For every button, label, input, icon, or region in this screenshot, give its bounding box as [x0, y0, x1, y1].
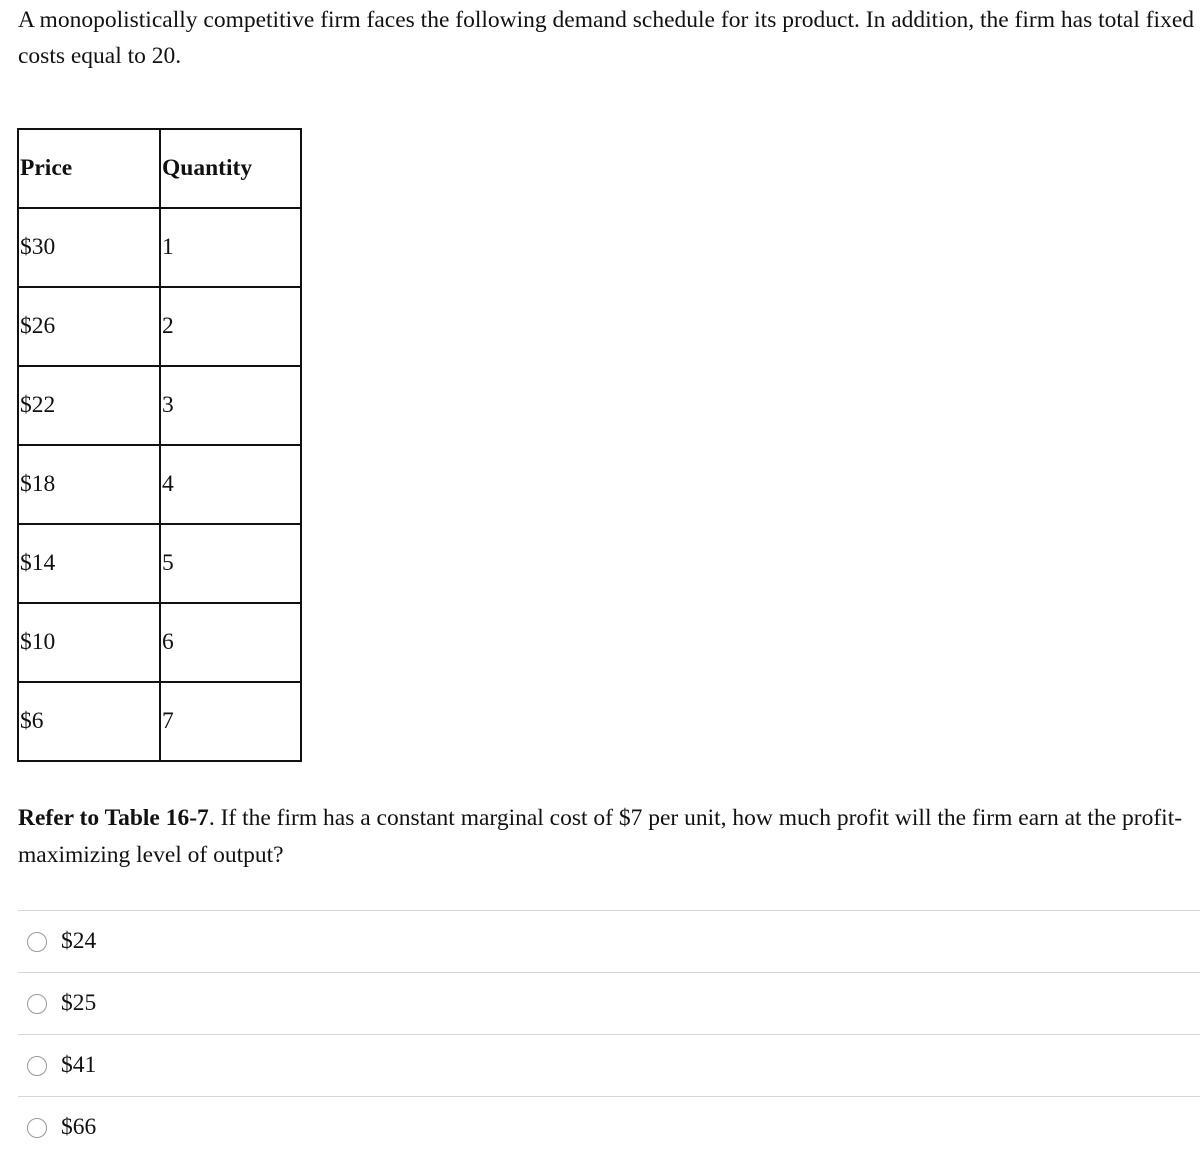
answer-option-label: $66 — [61, 1114, 97, 1140]
price-cell: $18 — [18, 445, 160, 524]
quantity-cell: 3 — [160, 366, 301, 445]
table-row — [18, 287, 301, 366]
table-row — [18, 445, 301, 524]
table-row — [18, 524, 301, 603]
radio-button[interactable] — [27, 994, 47, 1014]
price-cell: $30 — [18, 208, 160, 287]
answer-option-label: $24 — [61, 928, 97, 954]
quantity-cell: 1 — [160, 208, 301, 287]
answer-option[interactable] — [18, 1034, 1200, 1096]
quantity-cell: 2 — [160, 287, 301, 366]
intro-text: A monopolistically competitive firm faces the following demand schedule for its product. In addition, the firm has total fixed costs equal to 20. — [18, 7, 1195, 69]
quantity-cell: 6 — [160, 603, 301, 682]
answer-option[interactable] — [18, 1096, 1200, 1158]
radio-button[interactable] — [27, 932, 47, 952]
header-price: Price — [18, 129, 160, 208]
answer-option[interactable] — [18, 910, 1200, 972]
price-cell: $6 — [18, 682, 160, 761]
price-cell: $10 — [18, 603, 160, 682]
price-cell: $14 — [18, 524, 160, 603]
radio-button[interactable] — [27, 1118, 47, 1138]
table-row — [18, 603, 301, 682]
price-cell: $22 — [18, 366, 160, 445]
table-row — [18, 366, 301, 445]
quantity-cell: 7 — [160, 682, 301, 761]
demand-schedule-table — [17, 128, 302, 762]
answer-option-label: $41 — [61, 1052, 97, 1078]
price-cell: $26 — [18, 287, 160, 366]
question-table-ref: Refer to Table 16-7 — [18, 805, 209, 831]
answer-option[interactable] — [18, 972, 1200, 1034]
quantity-cell: 4 — [160, 445, 301, 524]
header-quantity: Quantity — [160, 129, 301, 208]
answer-option-label: $25 — [61, 990, 97, 1016]
table-row — [18, 682, 301, 761]
question-text — [18, 800, 1193, 874]
table-header-row — [18, 129, 301, 208]
quantity-cell: 5 — [160, 524, 301, 603]
answer-options — [18, 910, 1200, 1158]
question-body: . If the firm has a constant marginal cost of $7 per unit, how much profit will the firm earn at the profit-maximizing level of output? — [18, 805, 1183, 868]
table-row — [18, 208, 301, 287]
radio-button[interactable] — [27, 1056, 47, 1076]
